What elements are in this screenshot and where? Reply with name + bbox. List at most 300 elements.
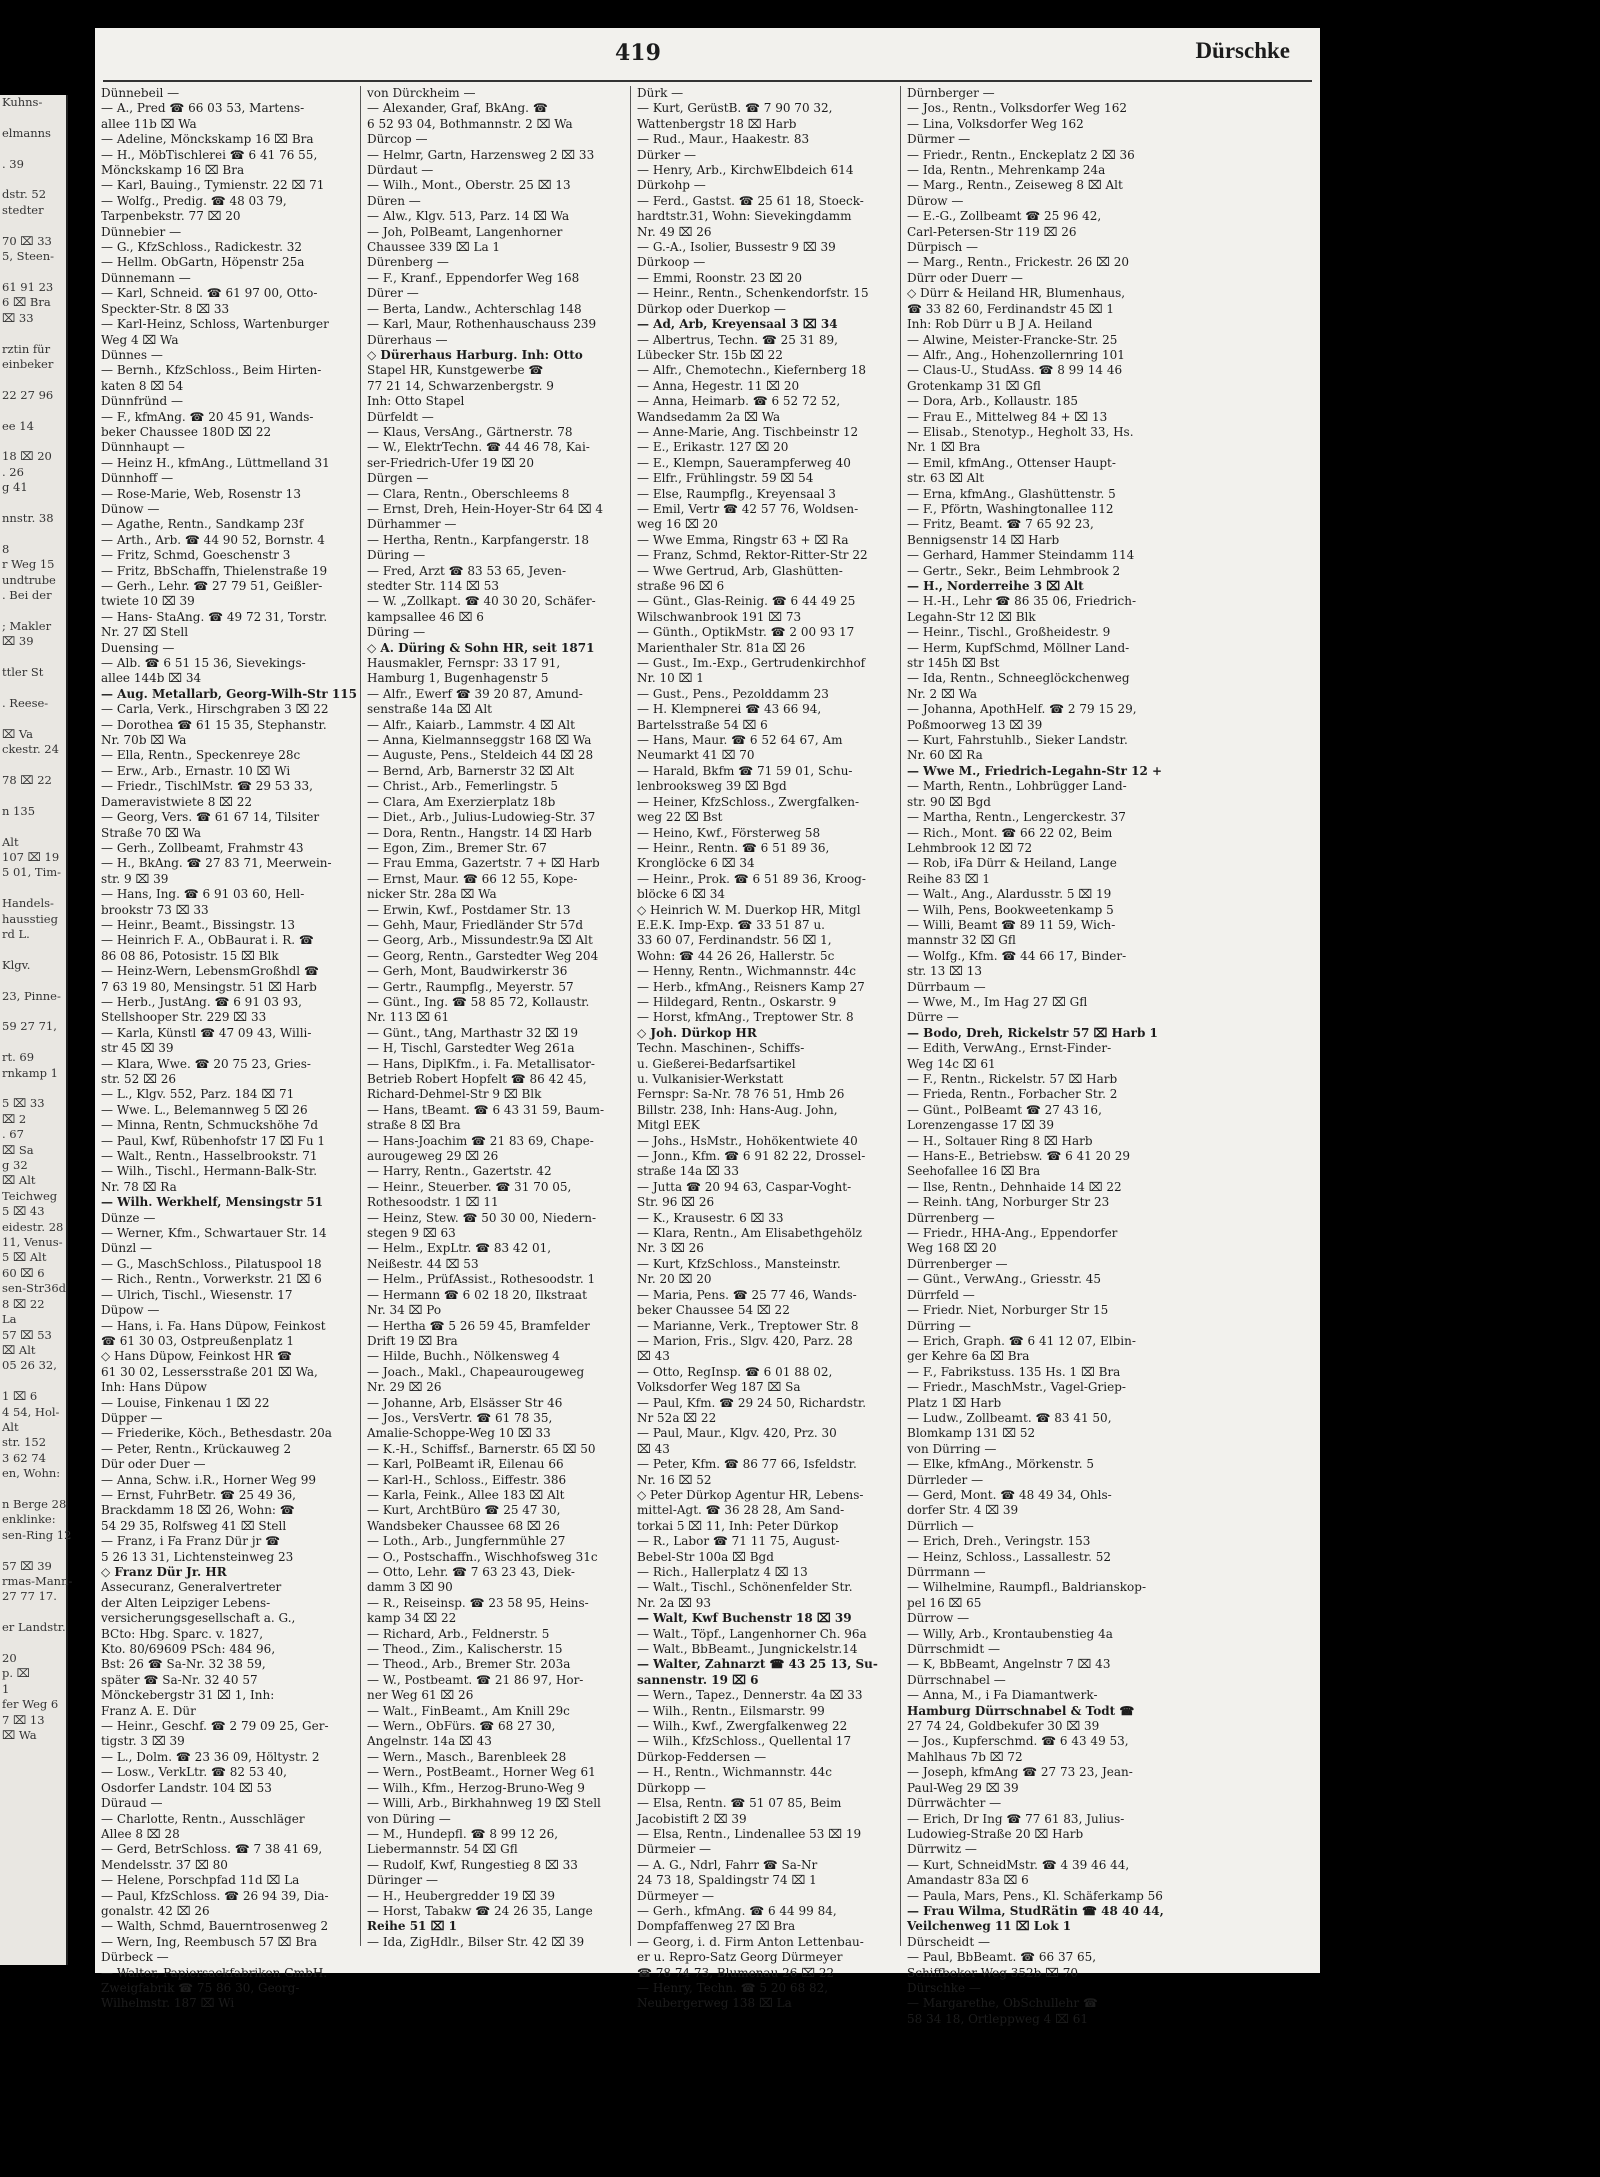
- directory-entry: — Kurt, Fahrstuhlb., Sieker Landstr.: [907, 733, 1128, 748]
- directory-entry: str. 90 ⌧ Bgd: [907, 794, 991, 809]
- fragment-line: [2, 757, 66, 772]
- directory-entry: str. 63 ⌧ Alt: [907, 471, 985, 486]
- fragment-line: Alt: [2, 1419, 19, 1434]
- surname-heading: Dürer —: [367, 286, 419, 301]
- fragment-line: [2, 1482, 66, 1497]
- directory-entry: Dünnebeil —: [101, 86, 180, 100]
- directory-entry: Stapel HR, Kunstgewerbe ☎: [367, 363, 544, 378]
- fragment-line: dstr. 52: [2, 187, 47, 202]
- directory-entry: — Ella, Rentn., Speckenreye 28c: [101, 748, 301, 763]
- fragment-line: Alt: [2, 834, 19, 849]
- fragment-line: [2, 1543, 66, 1558]
- directory-entry: — Helmr, Gartn, Harzensweg 2 ⌧ 33: [367, 147, 595, 162]
- directory-entry: — Elsa, Rentn. ☎ 51 07 85, Beim: [637, 1796, 842, 1811]
- directory-entry: — Karl, Maur, Rothenhauschauss 239: [367, 317, 597, 332]
- directory-entry: — Heinrich F. A., ObBaurat i. R. ☎: [101, 933, 314, 948]
- directory-entry: aurougeweg 29 ⌧ 26: [367, 1149, 499, 1164]
- directory-entry: — Karl-Heinz, Schloss, Wartenburger: [101, 317, 329, 332]
- fragment-line: La: [2, 1312, 17, 1327]
- directory-entry: — Ernst, Maur. ☎ 66 12 55, Kope-: [367, 871, 578, 886]
- directory-entry: — Alfr., Ang., Hohenzollernring 101: [907, 347, 1125, 362]
- fragment-line: 78 ⌧ 22: [2, 772, 52, 787]
- fragment-line: rmas-Mann-: [2, 1574, 73, 1588]
- directory-page: [95, 28, 1320, 2026]
- fragment-line: [2, 650, 66, 665]
- directory-entry: Assecuranz, Generalvertreter: [101, 1580, 282, 1595]
- directory-entry: Inh: Rob Dürr u B J A. Heiland: [907, 317, 1093, 332]
- directory-entry: — Otto, Lehr. ☎ 7 63 23 43, Diek-: [367, 1565, 575, 1579]
- surname-heading: Düringer —: [367, 1873, 438, 1888]
- directory-entry: — Elisab., Stenotyp., Hegholt 33, Hs.: [907, 424, 1134, 439]
- directory-entry: — Theod., Arb., Bremer Str. 203a: [367, 1657, 571, 1672]
- directory-entry: — Paul, Kfm. ☎ 29 24 50, Richardstr.: [637, 1395, 867, 1410]
- fragment-line: 18 ⌧ 20: [2, 449, 52, 464]
- surname-heading: Dürker —: [637, 147, 697, 162]
- fragment-line: ⌧ 33: [2, 310, 34, 325]
- directory-entry: — Wilhelmine, Raumpfl., Baldrianskop-: [907, 1580, 1146, 1595]
- directory-entry: — E., Klempn, Sauerampferweg 40: [637, 455, 851, 470]
- fragment-line: [2, 372, 66, 387]
- directory-entry: — Paul, KfzSchloss. ☎ 26 94 39, Dia-: [101, 1888, 329, 1903]
- directory-entry: — Ida, ZigHdlr., Bilser Str. 42 ⌧ 39: [367, 1934, 585, 1949]
- directory-column-1: [101, 86, 357, 2011]
- directory-entry: 6 52 93 04, Bothmannstr. 2 ⌧ Wa: [367, 116, 573, 131]
- directory-entry: — Klaus, VersAng., Gärtnerstr. 78: [367, 424, 573, 439]
- directory-entry: str. 9 ⌧ 39: [101, 871, 169, 886]
- directory-entry: — Ferd., Gastst. ☎ 25 61 18, Stoeck-: [637, 193, 864, 208]
- fragment-line: 4 54, Hol-: [2, 1404, 60, 1419]
- surname-heading: Düren —: [367, 193, 421, 208]
- directory-entry: — Wern., Tapez., Dennerstr. 4a ⌧ 33: [637, 1688, 863, 1703]
- directory-entry: Nr. 34 ⌧ Po: [367, 1303, 442, 1318]
- directory-entry: ☎ 33 82 60, Ferdinandstr 45 ⌧ 1: [907, 301, 1115, 316]
- directory-entry: mannstr 32 ⌧ Gfl: [907, 933, 1016, 948]
- directory-entry: — Alfr., Kaiarb., Lammstr. 4 ⌧ Alt: [367, 717, 575, 732]
- directory-entry: — H., Heubergredder 19 ⌧ 39: [367, 1888, 556, 1903]
- surname-heading: Dürrwächter —: [907, 1796, 1002, 1811]
- fragment-line: 60 ⌧ 6: [2, 1265, 45, 1280]
- directory-entry: kampsallee 46 ⌧ 6: [367, 609, 484, 624]
- directory-entry: — Dora, Rentn., Hangstr. 14 ⌧ Harb: [367, 825, 592, 840]
- directory-entry: — Maria, Pens. ☎ 25 77 46, Wands-: [637, 1287, 857, 1302]
- directory-entry: — Hans, i. Fa. Hans Düpow, Feinkost: [101, 1318, 326, 1333]
- fragment-line: ; Makler: [2, 618, 52, 633]
- directory-entry: — Friedr., MaschMstr., Vagel-Griep-: [907, 1380, 1126, 1395]
- directory-entry: ☎ 78 74 73, Blumenau 26 ⌧ 22: [637, 1965, 835, 1980]
- directory-entry: Volksdorfer Weg 187 ⌧ Sa: [637, 1380, 801, 1395]
- surname-heading: Dünnemann —: [101, 270, 191, 285]
- fragment-line: 05 26 32,: [2, 1358, 57, 1373]
- directory-entry: — Minna, Rentn, Schmuckshöhe 7d: [101, 1118, 319, 1133]
- directory-entry: Brackdamm 18 ⌧ 26, Wohn: ☎: [101, 1503, 295, 1518]
- surname-heading: Düpow —: [101, 1303, 160, 1318]
- directory-entry: — Bodo, Dreh, Rickelstr 57 ⌧ Harb 1: [907, 1025, 1158, 1040]
- directory-entry: ⌧ 43: [637, 1441, 670, 1456]
- directory-entry: — H. Klempnerei ☎ 43 66 94,: [637, 702, 822, 717]
- directory-entry: — Ida, Rentn., Schneeglöckchenweg: [907, 671, 1130, 686]
- directory-entry: Nr. 70b ⌧ Wa: [101, 733, 187, 748]
- fragment-line: Klgv.: [2, 957, 31, 972]
- directory-entry: nicker Str. 28a ⌧ Wa: [367, 887, 497, 902]
- directory-entry: versicherungsgesellschaft a. G.,: [101, 1611, 296, 1626]
- directory-entry: — Harry, Rentn., Gazertstr. 42: [367, 1164, 552, 1179]
- fragment-line: [2, 973, 66, 988]
- directory-entry: — Heinr., Rentn., Schenkendorfstr. 15: [637, 286, 869, 301]
- directory-entry: — Anna, Hegestr. 11 ⌧ 20: [637, 378, 800, 393]
- adjacent-page-fragment: [0, 95, 73, 1965]
- directory-entry: — Johanne, Arb, Elsässer Str 46: [367, 1395, 563, 1410]
- surname-heading: Dürrbaum —: [907, 979, 986, 994]
- directory-entry: E.E.K. Imp-Exp. ☎ 33 51 87 u.: [637, 917, 825, 932]
- directory-entry: — Marg., Rentn., Frickestr. 26 ⌧ 20: [907, 255, 1129, 270]
- directory-entry: er u. Repro-Satz Georg Dürmeyer: [637, 1950, 843, 1965]
- surname-heading: Dürrow —: [907, 1611, 970, 1626]
- directory-entry: — Adeline, Mönckskamp 16 ⌧ Bra: [101, 132, 314, 147]
- fragment-line: sen-Str36d: [2, 1281, 66, 1296]
- directory-entry: allee 11b ⌧ Wa: [101, 116, 197, 131]
- fragment-line: [2, 1035, 66, 1050]
- fragment-line: [2, 881, 66, 896]
- directory-entry: — L., Klgv. 552, Parz. 184 ⌧ 71: [101, 1087, 295, 1102]
- directory-entry: Nr. 29 ⌧ 26: [367, 1380, 442, 1395]
- directory-entry: — Alb. ☎ 6 51 15 36, Sievekings-: [101, 656, 306, 671]
- directory-entry: — K., Krausestr. 6 ⌧ 33: [637, 1210, 784, 1225]
- fragment-line: [2, 1081, 66, 1096]
- directory-entry: Paul-Weg 29 ⌧ 39: [907, 1780, 1019, 1795]
- directory-entry: — Else, Raumpflg., Kreyensaal 3: [637, 486, 836, 501]
- directory-entry: torkai 5 ⌧ 11, Inh: Peter Dürkop: [637, 1518, 839, 1533]
- directory-entry: — Horst, kfmAng., Treptower Str. 8: [637, 1010, 854, 1025]
- directory-entry: Bartelsstraße 54 ⌧ 6: [637, 717, 768, 732]
- directory-entry: beker Chaussee 54 ⌧ 22: [637, 1303, 790, 1318]
- directory-entry: — Bernd, Arb, Barnerstr 32 ⌧ Alt: [367, 763, 575, 778]
- fragment-line: [2, 434, 66, 449]
- directory-entry: 54 29 35, Rolfsweg 41 ⌧ Stell: [101, 1518, 287, 1533]
- directory-entry: — Elke, kfmAng., Mörkenstr. 5: [907, 1457, 1095, 1472]
- directory-entry: — H., Norderreihe 3 ⌧ Alt: [907, 579, 1084, 593]
- directory-entry: — H.-H., Lehr ☎ 86 35 06, Friedrich-: [907, 594, 1136, 609]
- directory-entry: tigstr. 3 ⌧ 39: [101, 1734, 185, 1749]
- directory-entry: Inh: Hans Düpow: [101, 1380, 207, 1395]
- directory-entry: — Rud., Maur., Haakestr. 83: [637, 132, 810, 147]
- directory-entry: — Willy, Arb., Krontaubenstieg 4a: [907, 1626, 1113, 1641]
- fragment-line: rd L.: [2, 926, 30, 941]
- directory-entry: — Emmi, Roonstr. 23 ⌧ 20: [637, 270, 803, 285]
- directory-entry: — Helm., PrüfAssist., Rothesoodstr. 1: [367, 1272, 596, 1287]
- directory-entry: — Walt, Kwf Buchenstr 18 ⌧ 39: [637, 1611, 852, 1626]
- directory-entry: — Rich., Rentn., Vorwerkstr. 21 ⌧ 6: [101, 1272, 322, 1287]
- fragment-line: ⌧ Sa: [2, 1142, 34, 1157]
- directory-entry: — Henry, Arb., KirchwElbdeich 614: [637, 163, 854, 178]
- directory-entry: — Gertr., Sekr., Beim Lehmbrook 2: [907, 563, 1121, 578]
- directory-entry: — Marg., Rentn., Zeiseweg 8 ⌧ Alt: [907, 178, 1123, 193]
- directory-entry: hardtstr.31, Wohn: Sievekingdamm: [637, 209, 852, 224]
- directory-entry: Stellshooper Str. 229 ⌧ 33: [101, 1010, 267, 1025]
- fragment-line: ee 14: [2, 418, 34, 433]
- directory-entry: — Ad, Arb, Kreyensaal 3 ⌧ 34: [637, 317, 838, 332]
- directory-entry: Platz 1 ⌧ Harb: [907, 1395, 1002, 1410]
- directory-entry: — Alwine, Meister-Francke-Str. 25: [907, 332, 1118, 347]
- directory-entry: pel 16 ⌧ 65: [907, 1595, 982, 1610]
- directory-entry: Reihe 51 ⌧ 1: [367, 1919, 457, 1934]
- directory-entry: 27 74 24, Goldbekufer 30 ⌧ 39: [907, 1719, 1100, 1734]
- directory-entry: — Johs., HsMstr., Hohökentwiete 40: [637, 1133, 858, 1148]
- directory-entry: — Albertrus, Techn. ☎ 25 31 89,: [637, 332, 838, 347]
- directory-entry: — Edith, VerwAng., Ernst-Finder-: [907, 1041, 1112, 1056]
- fragment-line: 5, Steen-: [2, 249, 55, 264]
- directory-entry: — Gerh, Mont, Baudwirkerstr 36: [367, 964, 568, 979]
- directory-entry: stedter Str. 114 ⌧ 53: [367, 579, 499, 593]
- directory-entry: — Frau Wilma, StudRätin ☎ 48 40 44,: [907, 1903, 1164, 1918]
- directory-entry: — Wwe. L., Belemannweg 5 ⌧ 26: [101, 1102, 308, 1117]
- directory-entry: — Kurt, KfzSchloss., Mansteinstr.: [637, 1256, 841, 1271]
- directory-entry: — Karl, Bauing., Tymienstr. 22 ⌧ 71: [101, 178, 325, 193]
- directory-entry: stegen 9 ⌧ 63: [367, 1226, 456, 1241]
- directory-entry: — Ernst, FuhrBetr. ☎ 25 49 36,: [101, 1487, 296, 1502]
- surname-heading: Dürkoop —: [637, 255, 706, 270]
- fragment-line: 6 ⌧ Bra: [2, 295, 51, 310]
- column-divider: [630, 86, 631, 1946]
- fragment-line: ⌧ Alt: [2, 1342, 36, 1357]
- directory-entry: — Theod., Zim., Kalischerstr. 15: [367, 1642, 563, 1657]
- directory-entry: — Joh, PolBeamt, Langenhorner: [367, 224, 563, 239]
- directory-entry: — Heinz, Stew. ☎ 50 30 00, Niedern-: [367, 1210, 597, 1225]
- directory-entry: ser-Friedrich-Ufer 19 ⌧ 20: [367, 455, 535, 470]
- directory-entry: Chaussee 339 ⌧ La 1: [367, 240, 501, 255]
- directory-entry: — Elfr., Frühlingstr. 59 ⌧ 54: [637, 471, 814, 486]
- directory-entry: — Wilh., KfzSchloss., Quellental 17: [637, 1734, 852, 1749]
- directory-entry: — Friedr. Niet, Norburger Str 15: [907, 1303, 1109, 1318]
- directory-entry: — Heinr., Steuerber. ☎ 31 70 05,: [367, 1179, 572, 1194]
- directory-entry: — Marion, Fris., Slgv. 420, Parz. 28: [637, 1333, 853, 1348]
- directory-entry: — Gerh., kfmAng. ☎ 6 44 99 84,: [637, 1903, 837, 1918]
- surname-heading: Dürbeck —: [101, 1950, 169, 1965]
- directory-entry: — Dora, Arb., Kollaustr. 185: [907, 394, 1079, 409]
- directory-entry: — Helene, Porschpfad 11d ⌧ La: [101, 1873, 300, 1888]
- fragment-line: 61 91 23: [2, 279, 54, 294]
- directory-entry: — Wwe Emma, Ringstr 63 + ⌧ Ra: [637, 532, 849, 547]
- directory-entry: Wilschwanbrook 191 ⌧ 73: [637, 609, 802, 624]
- directory-entry: — Henny, Rentn., Wichmannstr. 44c: [637, 964, 856, 979]
- directory-entry: str. 52 ⌧ 26: [101, 1072, 177, 1086]
- fragment-line: ⌧ 39: [2, 634, 34, 649]
- directory-entry: — Reinh. tAng, Norburger Str 23: [907, 1195, 1110, 1210]
- directory-entry: — Diet., Arb., Julius-Ludowieg-Str. 37: [367, 810, 596, 825]
- directory-entry: Allee 8 ⌧ 28: [101, 1826, 180, 1841]
- directory-entry: — Kurt, ArchtBüro ☎ 25 47 30,: [367, 1503, 561, 1518]
- directory-entry: — Hans, DiplKfm., i. Fa. Metallisator-: [367, 1056, 595, 1071]
- directory-entry: — Ilse, Rentn., Dehnhaide 14 ⌧ 22: [907, 1179, 1122, 1194]
- fragment-line: [2, 711, 66, 726]
- directory-entry: — F., kfmAng. ☎ 20 45 91, Wands-: [101, 409, 314, 424]
- surname-heading: Dürkohp —: [637, 178, 706, 193]
- directory-entry: — Lina, Volksdorfer Weg 162: [907, 116, 1084, 131]
- directory-entry: — Alfr., Ewerf ☎ 39 20 87, Amund-: [367, 686, 583, 701]
- directory-entry: Lorenzengasse 17 ⌧ 39: [907, 1118, 1054, 1133]
- fragment-line: str. 152: [2, 1435, 47, 1450]
- directory-entry: — Paul, Maur., Klgv. 420, Prz. 30: [637, 1426, 837, 1441]
- directory-entry: — Hermann ☎ 6 02 18 20, Ilkstraat: [367, 1287, 587, 1302]
- directory-entry: — Walt., Tischl., Schönenfelder Str.: [637, 1580, 853, 1595]
- directory-entry: — Clara, Am Exerzierplatz 18b: [367, 794, 556, 809]
- directory-entry: Hamburg 1, Bugenhagenstr 5: [367, 671, 549, 686]
- directory-entry: Nr. 60 ⌧ Ra: [907, 748, 983, 763]
- directory-entry: — Wilh., Mont., Oberstr. 25 ⌧ 13: [367, 178, 571, 193]
- directory-column-4: [907, 86, 1175, 2026]
- directory-entry: — Herb., kfmAng., Reisners Kamp 27: [637, 979, 865, 994]
- directory-entry: — Paula, Mars, Pens., Kl. Schäferkamp 56: [907, 1888, 1163, 1903]
- directory-entry: — E.-G., Zollbeamt ☎ 25 96 42,: [907, 209, 1102, 224]
- directory-entry: Veilchenweg 11 ⌧ Lok 1: [907, 1919, 1072, 1934]
- directory-entry: — Wwe Gertrud, Arb, Glashütten-: [637, 563, 843, 578]
- directory-entry: — Heinr., Geschf. ☎ 2 79 09 25, Ger-: [101, 1719, 329, 1734]
- directory-entry: Nr. 3 ⌧ 26: [637, 1241, 704, 1256]
- fragment-line: en, Wohn:: [2, 1466, 61, 1481]
- directory-entry: — Bernh., KfzSchloss., Beim Hirten-: [101, 363, 322, 378]
- directory-entry: — Walter, Zahnarzt ☎ 43 25 13, Su-: [637, 1657, 878, 1672]
- surname-heading: Dünzl —: [101, 1241, 153, 1256]
- directory-entry: kamp 34 ⌧ 22: [367, 1611, 457, 1626]
- fragment-line: [2, 110, 66, 125]
- directory-entry: — L., Dolm. ☎ 23 36 09, Höltystr. 2: [101, 1749, 320, 1764]
- directory-entry: 86 08 86, Potosistr. 15 ⌧ Blk: [101, 948, 279, 963]
- directory-entry: straße 8 ⌧ Bra: [367, 1118, 461, 1133]
- fragment-line: [2, 264, 66, 279]
- directory-entry: — Martha, Rentn., Lengerckestr. 37: [907, 810, 1126, 825]
- directory-entry: BCto: Hbg. Sparc. v. 1827,: [101, 1626, 264, 1641]
- directory-entry: damm 3 ⌧ 90: [367, 1580, 453, 1595]
- directory-entry: Amalie-Schoppe-Weg 10 ⌧ 33: [367, 1426, 551, 1441]
- directory-entry: Nr. 10 ⌧ 1: [637, 671, 704, 686]
- directory-entry: — Hans, Maur. ☎ 6 52 64 67, Am: [637, 733, 843, 748]
- directory-entry: — Losw., VerkLtr. ☎ 82 53 40,: [101, 1765, 287, 1780]
- directory-entry: — F., Rentn., Rickelstr. 57 ⌧ Harb: [907, 1072, 1118, 1086]
- directory-entry: — Emil, Vertr ☎ 42 57 76, Woldsen-: [637, 501, 859, 516]
- fragment-line: [2, 603, 66, 618]
- fragment-line: . Bei der: [2, 588, 52, 602]
- fragment-line: 11, Venus-: [2, 1235, 63, 1250]
- directory-entry: — K, BbBeamt, Angelnstr 7 ⌧ 43: [907, 1657, 1111, 1672]
- directory-entry: Hamburg Dürrschnabel & Todt ☎: [907, 1703, 1135, 1718]
- directory-entry: — Fritz, BbSchaffn, Thielenstraße 19: [101, 563, 328, 578]
- directory-entry: — Franz, Schmd, Rektor-Ritter-Str 22: [637, 548, 868, 563]
- fragment-line: ⌧ Wa: [2, 1728, 37, 1743]
- fragment-line: 27 77 17.: [2, 1589, 57, 1604]
- surname-heading: Dürkop-Feddersen —: [637, 1749, 767, 1764]
- directory-entry: Ludowieg-Straße 20 ⌧ Harb: [907, 1826, 1084, 1841]
- directory-entry: Legahn-Str 12 ⌧ Blk: [907, 609, 1036, 624]
- directory-entry: Grotenkamp 31 ⌧ Gfl: [907, 378, 1041, 393]
- fragment-line: sen-Ring 12: [2, 1527, 72, 1542]
- directory-entry: gonalstr. 42 ⌧ 26: [101, 1903, 210, 1918]
- directory-entry: — Wilh, Pens, Bookweetenkamp 5: [907, 902, 1114, 917]
- directory-entry: — Hildegard, Rentn., Oskarstr. 9: [637, 994, 837, 1009]
- directory-entry: Reihe 83 ⌧ 1: [907, 871, 990, 886]
- directory-entry: Lehmbrook 12 ⌧ 72: [907, 840, 1033, 855]
- directory-entry: — Gehh, Maur, Friedländer Str 57d: [367, 917, 584, 932]
- directory-entry: — Karla, Künstl ☎ 47 09 43, Willi-: [101, 1025, 312, 1040]
- surname-heading: Dürkop oder Duerkop —: [637, 301, 786, 316]
- directory-entry: — Jutta ☎ 20 94 63, Caspar-Voght-: [637, 1179, 852, 1194]
- fragment-line: [2, 1374, 66, 1389]
- directory-entry: — Karla, Feink., Allee 183 ⌧ Alt: [367, 1487, 565, 1502]
- fragment-line: undtrube: [2, 572, 56, 587]
- fragment-line: . 39: [2, 156, 24, 171]
- fragment-line: ⌧ 2: [2, 1111, 27, 1126]
- directory-entry: — Wwe M., Friedrich-Legahn-Str 12 +: [907, 763, 1163, 778]
- surname-heading: Düraud —: [101, 1796, 163, 1811]
- directory-entry: ◇ Hans Düpow, Feinkost HR ☎: [101, 1349, 292, 1364]
- surname-heading: von Dürckheim —: [367, 86, 476, 100]
- directory-entry: — G., KfzSchloss., Radickestr. 32: [101, 240, 303, 255]
- directory-entry: — Hellm. ObGartn, Höpenstr 25a: [101, 255, 305, 270]
- surname-heading: von Düring —: [367, 1811, 451, 1826]
- directory-entry: Osdorfer Landstr. 104 ⌧ 53: [101, 1780, 272, 1795]
- directory-entry: katen 8 ⌧ 54: [101, 378, 184, 393]
- directory-entry: — Egon, Zim., Bremer Str. 67: [367, 840, 547, 855]
- surname-heading: Dünnfründ —: [101, 394, 183, 409]
- directory-entry: — G.-A., Isolier, Bussestr 9 ⌧ 39: [637, 240, 836, 255]
- directory-entry: — Günt., Ing. ☎ 58 85 72, Kollaustr.: [367, 994, 590, 1009]
- directory-entry: 58 34 18, Ortleppweg 4 ⌧ 61: [907, 2011, 1088, 2026]
- directory-entry: — Arth., Arb. ☎ 44 90 52, Bornstr. 4: [101, 532, 325, 547]
- fragment-line: 1 ⌧ 6: [2, 1389, 38, 1404]
- surname-heading: von Dürring —: [907, 1441, 997, 1456]
- surname-heading: Dürscheidt —: [907, 1934, 990, 1949]
- surname-heading: Dürkopp —: [637, 1780, 706, 1795]
- directory-entry: — Werner, Kfm., Schwartauer Str. 14: [101, 1226, 327, 1241]
- directory-entry: — Günth., OptikMstr. ☎ 2 00 93 17: [637, 625, 855, 640]
- directory-entry: — Erich, Dreh., Veringstr. 153: [907, 1534, 1091, 1549]
- fragment-line: . 67: [2, 1127, 24, 1142]
- directory-entry: Liebermannstr. 54 ⌧ Gfl: [367, 1842, 518, 1857]
- directory-entry: 24 73 18, Spaldingstr 74 ⌧ 1: [637, 1873, 817, 1888]
- directory-entry: — Friedr., Rentn., Enckeplatz 2 ⌧ 36: [907, 147, 1135, 162]
- surname-heading: Dürrleder —: [907, 1472, 984, 1487]
- directory-entry: — Elsa, Rentn., Lindenallee 53 ⌧ 19: [637, 1826, 862, 1841]
- directory-entry: — Charlotte, Rentn., Ausschläger: [101, 1811, 305, 1826]
- directory-entry: Zweigfabrik ☎ 75 86 30, Georg-: [101, 1980, 300, 1995]
- directory-entry: ⌧ 43: [637, 1349, 670, 1364]
- directory-entry: — Heinz, Schloss., Lassallestr. 52: [907, 1549, 1112, 1564]
- directory-entry: — Louise, Finkenau 1 ⌧ 22: [101, 1395, 270, 1410]
- directory-entry: — Erich, Dr Ing ☎ 77 61 83, Julius-: [907, 1811, 1125, 1826]
- directory-entry: Nr. 1 ⌧ Bra: [907, 440, 981, 455]
- directory-entry: — Gust., Im.-Exp., Gertrudenkirchhof: [637, 656, 866, 671]
- surname-heading: Duensing —: [101, 640, 175, 655]
- directory-entry: — R., Reiseinsp. ☎ 23 58 95, Heins-: [367, 1595, 589, 1610]
- fragment-line: 3 62 74: [2, 1450, 46, 1465]
- surname-heading: Dünze —: [101, 1210, 156, 1225]
- directory-entry: Neißestr. 44 ⌧ 53: [367, 1256, 479, 1271]
- fragment-line: ttler St: [2, 665, 44, 680]
- directory-entry: straße 14a ⌧ 33: [637, 1164, 739, 1179]
- directory-entry: — Heinz H., kfmAng., Lüttmelland 31: [101, 455, 330, 470]
- directory-entry: — Walt., Töpf., Langenhorner Ch. 96a: [637, 1626, 867, 1641]
- directory-entry: Carl-Petersen-Str 119 ⌧ 26: [907, 224, 1077, 239]
- fragment-line: . 26: [2, 464, 24, 479]
- fragment-line: Handels-: [2, 896, 54, 911]
- directory-entry: Dompfaffenweg 27 ⌧ Bra: [637, 1919, 796, 1934]
- directory-entry: — Jos., Rentn., Volksdorfer Weg 162: [907, 101, 1127, 116]
- directory-entry: Blomkamp 131 ⌧ 52: [907, 1426, 1036, 1441]
- fragment-line: stedter: [2, 202, 44, 217]
- directory-column-3: [637, 86, 897, 2011]
- fragment-line: [2, 1004, 66, 1019]
- directory-entry: — Ulrich, Tischl., Wiesenstr. 17: [101, 1287, 293, 1302]
- surname-heading: Dürpisch —: [907, 240, 979, 255]
- directory-entry: ◇ A. Düring & Sohn HR, seit 1871: [367, 640, 595, 655]
